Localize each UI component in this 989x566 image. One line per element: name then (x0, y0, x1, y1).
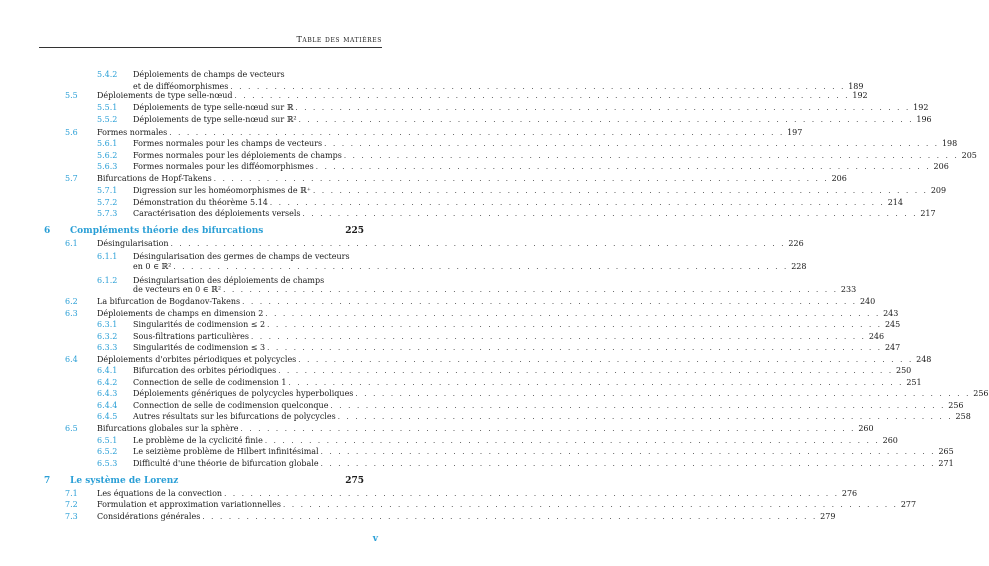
toc-entry[interactable] (97, 115, 932, 125)
leader-dots (173, 262, 788, 272)
leader-dots (298, 355, 913, 365)
toc-entry[interactable] (97, 103, 929, 113)
toc-entry-page: 206 (933, 162, 949, 171)
toc-entry-number: 7.1 (65, 489, 78, 498)
toc-entry-number: 5.7.3 (97, 209, 118, 218)
toc-entry-title: Connection de selle de codimension quelconque (133, 401, 329, 410)
toc-entry-title: Bifurcations globales sur la sphère (97, 424, 239, 433)
toc-entry-title: en 0 ∈ ℝ² (133, 262, 172, 271)
toc-entry-title: Formes normales pour les champs de vecteurs (133, 139, 323, 148)
toc-entry-page: 245 (884, 320, 901, 329)
toc-entry-page: 240 (859, 297, 876, 306)
leader-dots (267, 343, 882, 353)
leader-dots (338, 412, 953, 422)
toc-entry[interactable] (97, 343, 901, 353)
toc-entry-title: Les équations de la convection (97, 489, 223, 498)
leader-dots (223, 285, 838, 295)
leader-dots (224, 489, 839, 499)
toc-entry-number: 6.1.1 (97, 252, 118, 261)
toc-entry[interactable] (97, 198, 903, 208)
toc-entry-number: 7 (44, 476, 51, 486)
toc-entry[interactable] (133, 262, 807, 272)
toc-entry-number: 5.6.2 (97, 151, 118, 160)
leader-dots (283, 500, 898, 510)
toc-entry-page: 248 (916, 355, 932, 364)
toc-entry-number: 6.5.2 (97, 447, 118, 456)
toc-entry-page: 279 (820, 512, 836, 521)
toc-entry[interactable] (97, 162, 949, 172)
toc-entry-title: Considérations générales (97, 512, 201, 521)
toc-entry[interactable] (44, 226, 364, 236)
toc-entry[interactable] (97, 459, 954, 469)
toc-entry-page: 214 (887, 198, 903, 207)
leader-dots (313, 186, 928, 196)
toc-entry-page: 233 (840, 285, 857, 294)
toc-entry-number: 5.7.2 (97, 198, 118, 207)
toc-entry-title: Le problème de la cyclicité finie (133, 436, 263, 445)
toc-entry-number: 6.5.1 (97, 436, 118, 445)
leader-dots (242, 297, 857, 307)
toc-entry-title: Sous-filtrations particulières (133, 332, 249, 341)
toc-entry-number: 5.5.2 (97, 115, 118, 124)
leader-dots (278, 366, 893, 376)
toc-entry-title: Singularités de codimension ≤ 2 (133, 320, 266, 329)
toc-entry[interactable] (97, 332, 885, 342)
toc-entry-number: 5.6.3 (97, 162, 118, 171)
toc-entry-number: 6.4.1 (97, 366, 118, 375)
toc-entry-page: 205 (961, 151, 977, 160)
toc-entry[interactable] (44, 476, 364, 486)
toc-entry-title: Difficulté d'une théorie de bifurcation globale (133, 459, 319, 468)
toc-entry[interactable] (65, 128, 803, 138)
toc-entry-title: Formes normales (97, 128, 168, 137)
toc-entry[interactable] (97, 389, 989, 399)
toc-entry-title: Déploiements de champs en dimension 2 (97, 309, 264, 318)
toc-entry-title: Démonstration du théorème 5.14 (133, 198, 268, 207)
toc-entry-number: 6.4.3 (97, 389, 118, 398)
toc-entry-page: 256 (973, 389, 989, 398)
toc-entry-page: 258 (955, 412, 971, 421)
toc-entry[interactable] (65, 297, 876, 307)
toc-entry-number: 6.5.3 (97, 459, 118, 468)
running-header-title: Table des matières (296, 35, 382, 44)
leader-dots (321, 447, 936, 457)
toc-entry-title: de vecteurs en 0 ∈ ℝ² (133, 285, 222, 294)
toc-entry-number: 6.3.3 (97, 343, 118, 352)
toc-entry-page: 247 (884, 343, 901, 352)
toc-entry-number: 6.1.2 (97, 276, 118, 285)
toc-entry[interactable] (65, 174, 847, 184)
toc-entry-page: 225 (345, 226, 364, 236)
toc-entry[interactable] (133, 285, 857, 295)
leader-dots (321, 459, 936, 469)
leader-dots (241, 424, 856, 434)
toc-entry-number: 6.4.2 (97, 378, 118, 387)
toc-entry[interactable] (65, 355, 932, 365)
toc-entry-page: 246 (868, 332, 885, 341)
leader-dots (169, 128, 784, 138)
toc-entry-number: 5.5 (65, 91, 78, 100)
toc-entry[interactable] (65, 512, 836, 522)
toc-entry[interactable] (65, 489, 858, 499)
toc-entry-number: 7.3 (65, 512, 78, 521)
toc-entry-page: 250 (896, 366, 912, 375)
leader-dots (251, 332, 866, 342)
toc-entry[interactable] (97, 366, 912, 376)
toc-entry-page: 217 (920, 209, 936, 218)
toc-entry[interactable] (65, 500, 917, 510)
toc-entry-page: 256 (948, 401, 964, 410)
leader-dots (235, 91, 850, 101)
toc-entry-number: 7.2 (65, 500, 78, 509)
toc-entry-page: 271 (938, 459, 954, 468)
toc-entry-title: Désingularisation des germes de champs de vecteurs (133, 252, 350, 261)
toc-entry-title: Déploiements d'orbites périodiques et polycycles (97, 355, 297, 364)
toc-entry-number: 5.7.1 (97, 186, 118, 195)
toc-entry-title: Caractérisation des déploiements versels (133, 209, 301, 218)
toc-entry-number: 5.6 (65, 128, 78, 137)
toc-entry-page: 209 (930, 186, 947, 195)
toc-entry-title: Connection de selle de codimension 1 (133, 378, 287, 387)
toc-entry-title: Déploiements de champs de vecteurs (133, 70, 285, 79)
toc-entry-number: 6 (44, 226, 51, 236)
leader-dots (324, 139, 939, 149)
toc-entry-title: Déploiements de type selle-nœud sur ℝ² (133, 115, 297, 124)
leader-dots (267, 320, 882, 330)
leader-dots (299, 115, 914, 125)
toc-entry-title: Désingularisation (97, 239, 169, 248)
toc-entry-page: 192 (852, 91, 868, 100)
toc-entry[interactable] (97, 436, 898, 446)
toc-entry[interactable] (97, 252, 364, 262)
leader-dots (316, 162, 931, 172)
toc-entry-title: Bifurcations de Hopf-Takens (97, 174, 212, 183)
toc-entry-title: Désingularisation des déploiements de champs (133, 276, 325, 285)
toc-entry[interactable] (97, 412, 971, 422)
toc-entry-title: et de difféomorphismes (133, 82, 229, 91)
toc-entry[interactable] (97, 378, 922, 388)
page-number: v (372, 534, 378, 544)
toc-entry-title: Singularités de codimension ≤ 3 (133, 343, 266, 352)
toc-entry-page: 189 (848, 82, 864, 91)
leader-dots (289, 378, 904, 388)
toc-entry-number: 5.6.1 (97, 139, 118, 148)
leader-dots (330, 401, 945, 411)
toc-entry-page: 243 (883, 309, 899, 318)
toc-entry-number: 6.4.5 (97, 412, 118, 421)
toc-entry-number: 6.3 (65, 309, 78, 318)
leader-dots (265, 309, 880, 319)
toc-entry-page: 260 (882, 436, 898, 445)
toc-entry-number: 6.3.2 (97, 332, 118, 341)
toc-entry[interactable] (97, 209, 936, 219)
toc-entry-title: Le système de Lorenz (70, 476, 179, 486)
toc-entry-page: 226 (788, 239, 804, 248)
leader-dots (355, 389, 970, 399)
toc-entry-title: Le seizième problème de Hilbert infinitésimal (133, 447, 319, 456)
toc-entry-number: 6.5 (65, 424, 78, 433)
toc-entry-number: 6.2 (65, 297, 78, 306)
toc-entry-title: Déploiements génériques de polycycles hyperboliques (133, 389, 354, 398)
leader-dots (202, 512, 817, 522)
toc-entry[interactable] (65, 424, 874, 434)
leader-dots (214, 174, 829, 184)
toc-entry-title: La bifurcation de Bogdanov-Takens (97, 297, 241, 306)
toc-entry-number: 6.1 (65, 239, 78, 248)
toc-entry-page: 251 (906, 378, 922, 387)
toc-entry-number: 6.4 (65, 355, 78, 364)
toc-entry-page: 277 (900, 500, 917, 509)
leader-dots (295, 103, 910, 113)
toc-entry-page: 265 (938, 447, 954, 456)
toc-entry-title: Bifurcation des orbites périodiques (133, 366, 277, 375)
toc-entry-page: 275 (345, 476, 364, 486)
toc-entry[interactable] (97, 186, 947, 196)
toc-entry[interactable] (97, 447, 954, 457)
toc-entry[interactable] (97, 401, 964, 411)
toc-entry-number: 6.3.1 (97, 320, 118, 329)
toc-entry-page: 206 (831, 174, 847, 183)
toc-entry-page: 198 (941, 139, 958, 148)
toc-entry-title: Formulation et approximation variationnelles (97, 500, 281, 509)
leader-dots (265, 436, 880, 446)
toc-entry-page: 192 (913, 103, 929, 112)
toc-entry[interactable] (97, 70, 364, 80)
leader-dots (344, 151, 959, 161)
toc-entry-title: Autres résultats sur les bifurcations de polycycles (133, 412, 336, 421)
toc-entry[interactable] (65, 239, 804, 249)
toc-entry-number: 5.5.1 (97, 103, 118, 112)
toc-entry[interactable] (97, 320, 901, 330)
toc-entry-number: 6.4.4 (97, 401, 118, 410)
toc-entry-title: Formes normales pour les difféomorphismes (133, 162, 314, 171)
toc-entry-page: 197 (787, 128, 803, 137)
toc-entry[interactable] (97, 139, 958, 149)
toc-entry-title: Déploiements de type selle-nœud (97, 91, 233, 100)
toc-entry-number: 5.7 (65, 174, 78, 183)
toc-entry[interactable] (97, 151, 977, 161)
toc-entry-page: 196 (916, 115, 932, 124)
toc-entry-title: Compléments théorie des bifurcations (70, 226, 264, 236)
toc-entry-title: Déploiements de type selle-nœud sur ℝ (133, 103, 294, 112)
toc-entry-page: 260 (858, 424, 874, 433)
leader-dots (270, 198, 885, 208)
toc-entry-number: 5.4.2 (97, 70, 118, 79)
toc-entry-title: Formes normales pour les déploiements de champs (133, 151, 342, 160)
toc-entry[interactable] (65, 309, 899, 319)
toc-entry-page: 228 (791, 262, 807, 271)
toc-entry-page: 276 (841, 489, 858, 498)
leader-dots (303, 209, 918, 219)
toc-entry-title: Digression sur les homéomorphismes de ℝ⁺ (133, 186, 312, 195)
leader-dots (171, 239, 786, 249)
toc-entry[interactable] (65, 91, 868, 101)
